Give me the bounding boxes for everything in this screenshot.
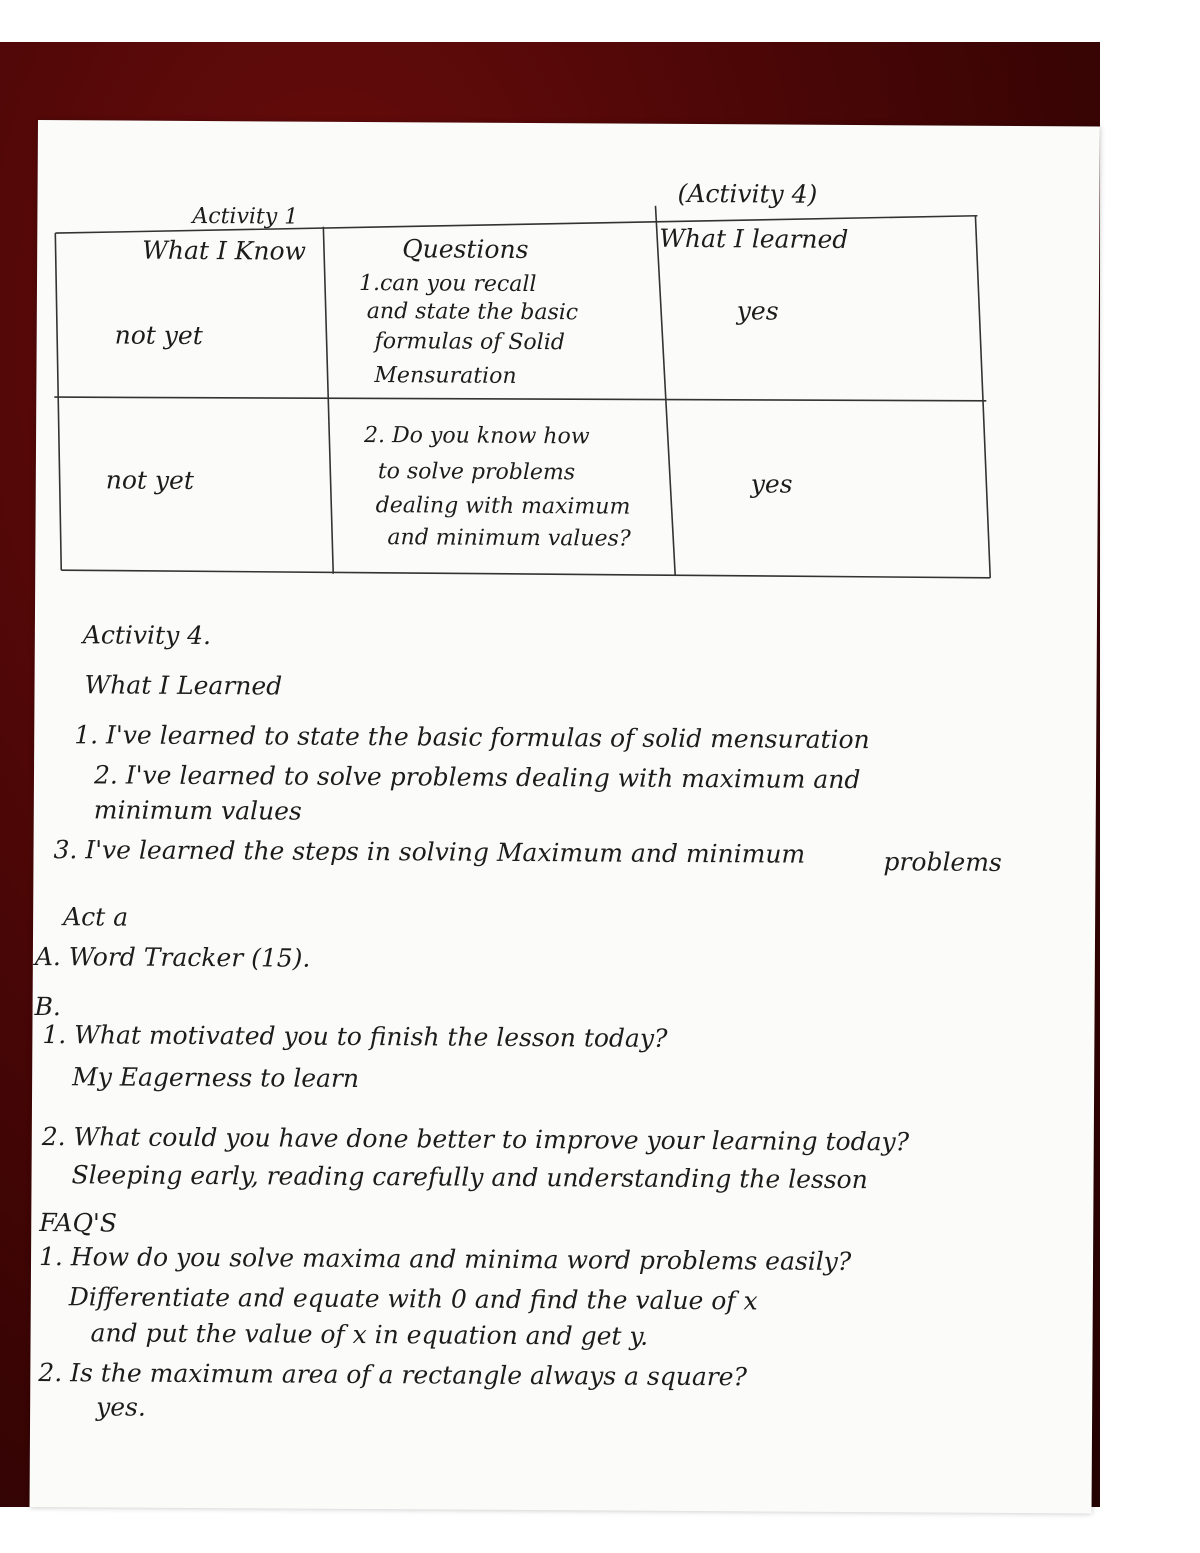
row2-question-line: 2. Do you know how [364,422,590,450]
header-questions: Questions [402,234,529,264]
activity4-item: 1. I've learned to state the basic formulas of solid mensuration [74,720,870,755]
act-a-answer-2: Sleeping early, reading carefully and understanding the lesson [71,1160,868,1195]
part-b-label: B. [34,991,62,1022]
table-line [321,227,335,574]
act-a-question-1: 1. What motivated you to finish the lesson today? [42,1020,668,1053]
word-tracker-line: A. Word Tracker (15). [34,941,311,973]
table-line [53,233,63,570]
table-line [653,206,677,576]
faq-title: FAQ'S [39,1208,118,1238]
row2-question-line: and minimum values? [387,525,631,552]
row1-question-line: formulas of Solid [374,329,565,356]
header-what-i-know: What I Know [142,235,307,266]
row2-know: not yet [105,465,195,495]
table-line [973,216,992,578]
activity-1-label: Activity 1 [192,203,299,230]
faq-answer-1-line1: Differentiate and equate with 0 and find the value of x [68,1282,758,1316]
row2-question-line: dealing with maximum [375,493,631,520]
activity-4-label: (Activity 4) [677,178,818,209]
faq-question-1: 1. How do you solve maxima and minima word problems easily? [38,1242,852,1276]
table-line [54,395,986,403]
row1-question-line: Mensuration [374,363,517,389]
activity4-item: 2. I've learned to solve problems dealing with maximum and [93,760,861,795]
activity4-title: Activity 4. [82,620,212,651]
faq-question-2: 2. Is the maximum area of a rectangle always a square? [38,1358,748,1392]
worksheet-paper [30,120,1100,1513]
table-line [61,570,990,578]
faq-answer-1-line2: and put the value of x in equation and get y. [90,1318,649,1351]
row1-know: not yet [114,320,203,351]
activity4-item: 3. I've learned the steps in solving Maximum and minimum [53,835,806,869]
act-a-answer-1: My Eagerness to learn [72,1062,360,1093]
activity4-item: minimum values [93,795,302,826]
act-a-title: Act a [63,902,129,932]
row1-question-line: and state the basic [366,299,579,326]
activity4-subtitle: What I Learned [84,670,283,701]
activity4-item: problems [883,847,1002,877]
header-what-i-learned: What I learned [659,223,849,254]
row2-question-line: to solve problems [377,459,576,486]
row2-learned: yes [750,469,793,499]
act-a-question-2: 2. What could you have done better to improve your learning today? [41,1122,910,1157]
faq-answer-2: yes. [96,1392,146,1422]
row1-question-line: 1.can you recall [358,270,537,298]
row1-learned: yes [736,296,779,326]
